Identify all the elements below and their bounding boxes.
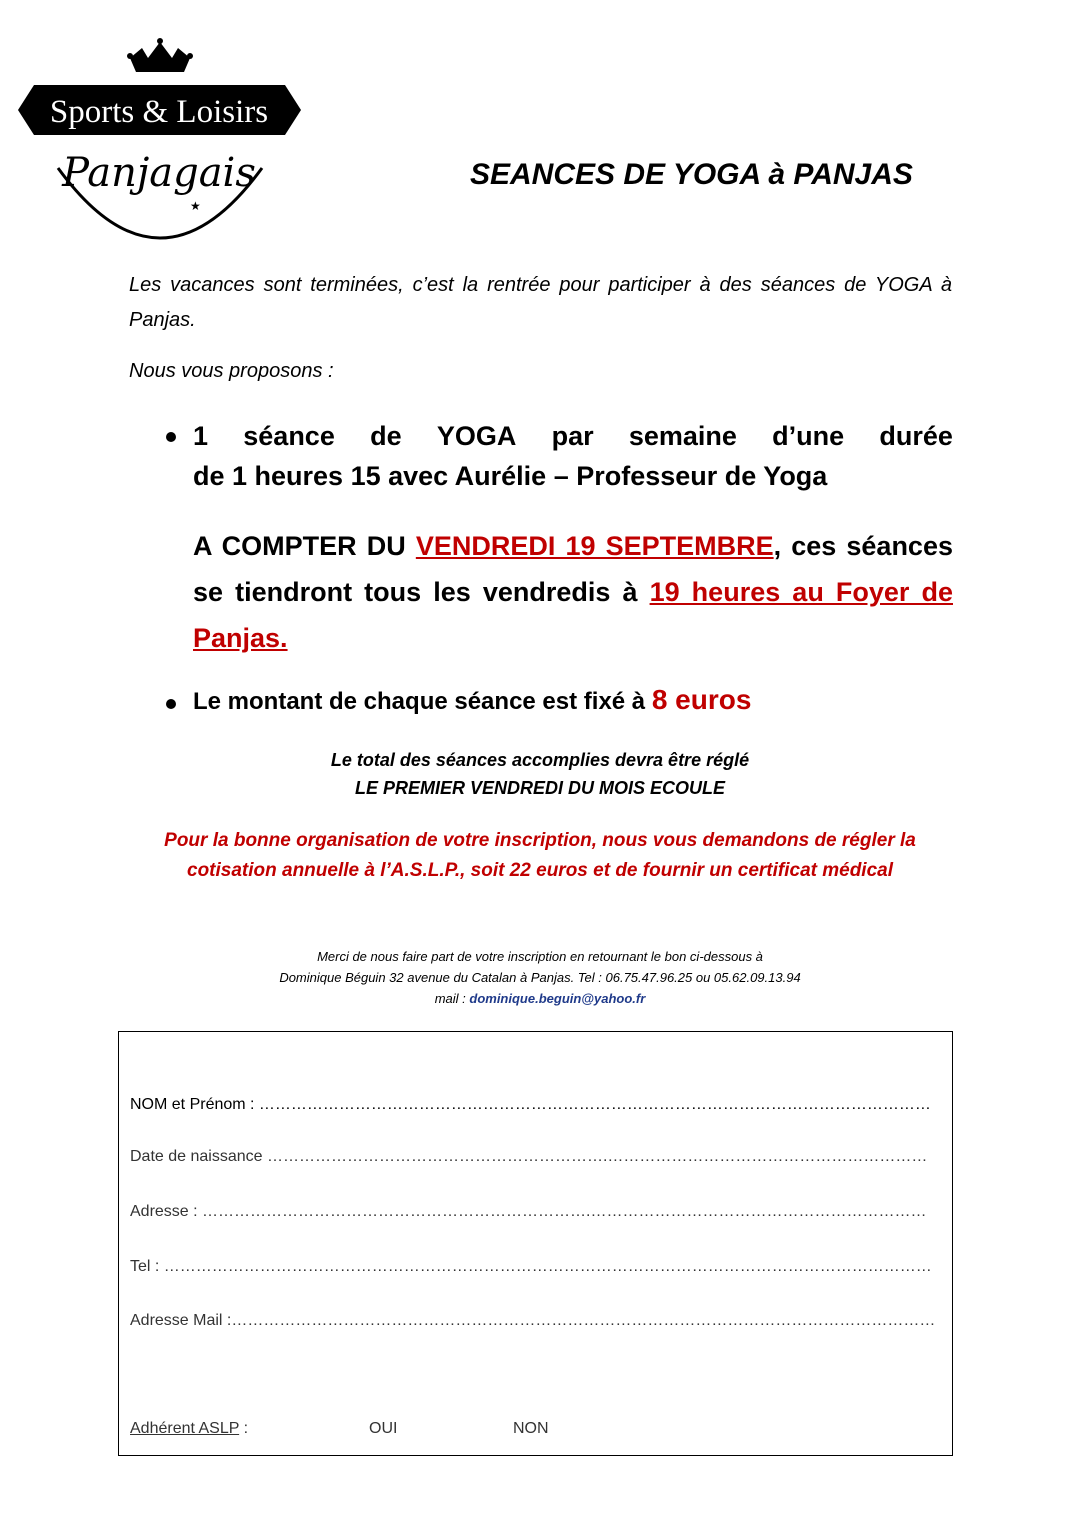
word: par (551, 421, 594, 451)
schedule-paragraph (193, 523, 953, 661)
logo-line1: Sports & Loisirs (49, 94, 269, 130)
word: de (370, 421, 402, 451)
name-field[interactable] (130, 1096, 931, 1114)
word: YOGA (436, 421, 517, 451)
word: d’une (772, 421, 845, 451)
contact-mail-label: mail : (434, 991, 470, 1006)
payment-note-line2: LE PREMIER VENDREDI DU MOIS ECOULE (354, 778, 726, 798)
tel-dots: ……………………………………………………………………………………………………………………………… (163, 1258, 932, 1275)
option-non[interactable]: NON (513, 1420, 549, 1437)
option-oui[interactable]: OUI (369, 1420, 398, 1437)
adherent-row (130, 1420, 248, 1438)
birthdate-field[interactable] (130, 1148, 927, 1166)
logo-graphic (18, 38, 303, 243)
contact-line2: Dominique Béguin 32 avenue du Catalan à Panjas. Tel : 06.75.47.96.25 ou 05.62.09.13.94 (279, 970, 801, 985)
intro-text: Les vacances sont terminées, c’est la rentrée pour participer à des séances de YOGA à Panjas. (129, 274, 952, 331)
tel-label: Tel : (130, 1258, 164, 1275)
price-text: Le montant de chaque séance est fixé à (193, 688, 652, 715)
payment-note-line1: Le total des séances accomplies devra être réglé (330, 750, 750, 770)
word: semaine (628, 421, 737, 451)
address-label: Adresse : (130, 1203, 203, 1220)
payment-note (0, 746, 1080, 802)
address-dots: ……………………………………………………………….……………………………………………………… (202, 1203, 927, 1220)
adherent-label: Adhérent ASLP (130, 1420, 240, 1437)
star-icon: ★ (190, 199, 201, 213)
schedule-place: 19 heures au Foyer de Panjas. (193, 577, 953, 653)
word: séance (243, 421, 335, 451)
contact-email-link[interactable]: dominique.beguin@yahoo.fr (469, 991, 646, 1006)
contact-line1: Merci de nous faire part de votre inscription en retournant le bon ci-dessous à (317, 949, 763, 964)
registration-notice (0, 826, 1080, 886)
birthdate-label: Date de naissance (130, 1148, 267, 1165)
email-label: Adresse Mail : (130, 1312, 232, 1329)
word: 1 (193, 421, 209, 451)
tel-field[interactable] (130, 1258, 932, 1276)
logo (18, 38, 303, 243)
email-dots: …………………………………………………………………………………………………………………… (231, 1312, 936, 1329)
crown-icon (130, 42, 190, 72)
address-field[interactable] (130, 1203, 926, 1221)
logo-line2: Panjagais (62, 150, 256, 196)
bullet-session-line1 (193, 416, 953, 456)
contact-info (0, 946, 1080, 1009)
bullet-session-line2: de 1 heures 15 avec Aurélie – Professeur de Yoga (193, 461, 828, 491)
notice-line1: Pour la bonne organisation de votre inscription, nous vous demandons de régler la (164, 830, 916, 851)
bullet-price (193, 684, 751, 716)
adherent-colon: : (239, 1420, 249, 1437)
bullet-session (193, 416, 953, 496)
word: durée (879, 421, 953, 451)
schedule-date: VENDREDI 19 SEPTEMBRE (415, 531, 774, 561)
bullet-icon (166, 432, 176, 442)
page-title: SEANCES DE YOGA à PANJAS (470, 158, 913, 191)
propose-text: Nous vous proposons : (129, 360, 334, 382)
schedule-middle: , ces séances se tiendront tous les vendredis à (193, 531, 953, 607)
bullet-icon (166, 699, 176, 709)
birthdate-dots: ……………………………………………………….…………………………………………………… (266, 1148, 928, 1165)
price-amount: 8 euros (651, 684, 752, 715)
email-field[interactable] (130, 1312, 935, 1330)
name-label: NOM et Prénom : (130, 1096, 259, 1113)
schedule-prefix: A COMPTER DU (193, 531, 416, 561)
notice-line2: cotisation annuelle à l’A.S.L.P., soit 22 euros et de fournir un certificat médical (187, 860, 893, 881)
registration-form (118, 1031, 953, 1456)
name-dots: ……………………………………………………………………………………………………………… (258, 1096, 931, 1113)
